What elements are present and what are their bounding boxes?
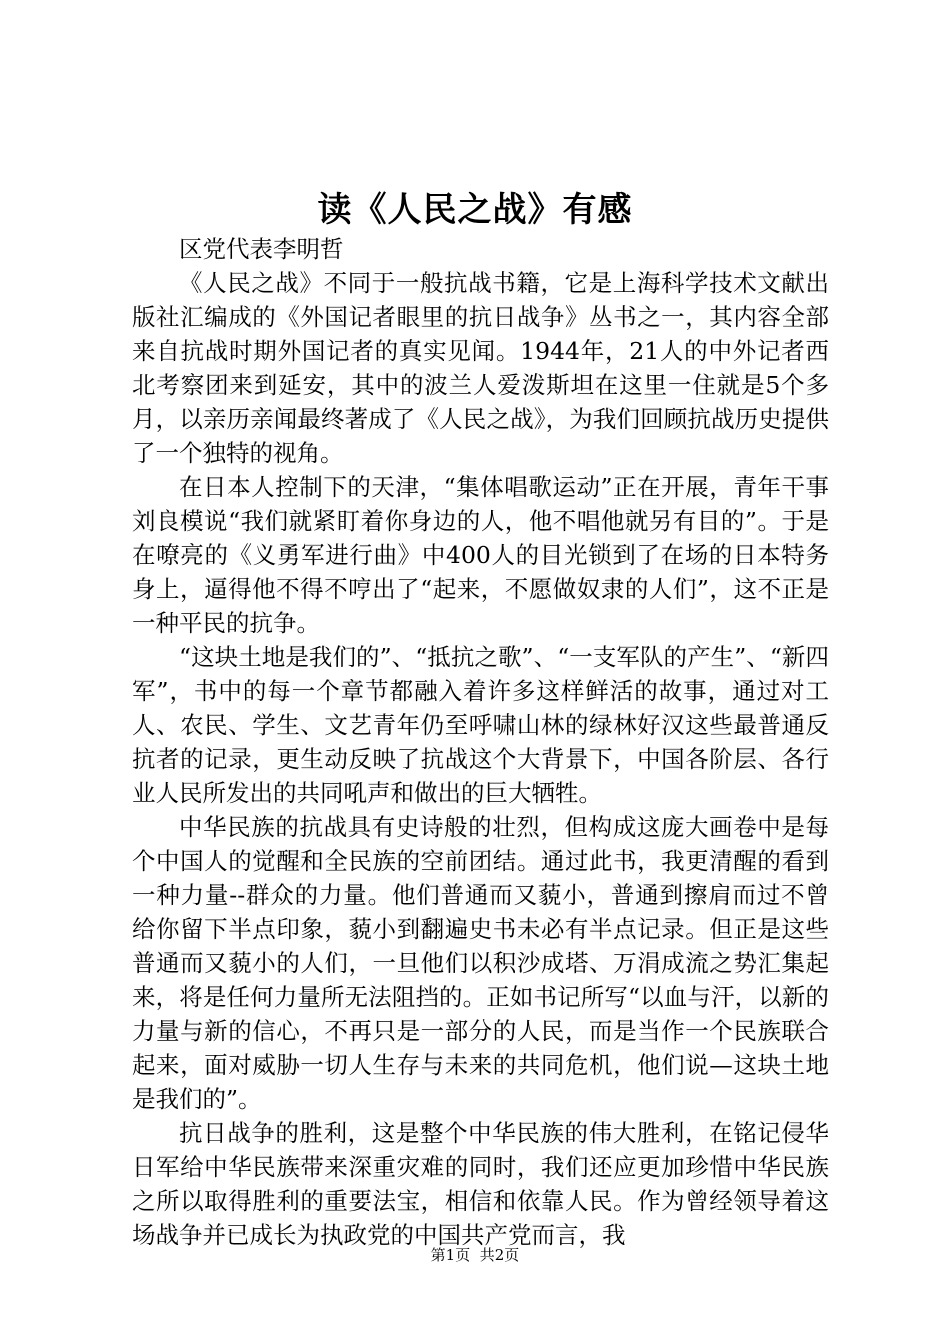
- paragraph-4: 中华民族的抗战具有史诗般的壮烈，但构成这庞大画卷中是每个中国人的觉醒和全民族的空前团结。通过此书，我更清醒的看到一种力量--群众的力量。他们普通而又藐小，普通到擦肩而过不曾给你留下半点印象，藐小到翻遍史书未必有半点记录。但正是这些普通而又藐小的人们，一旦他们以积沙成塔、万涓成流之势汇集起来，将是任何力量所无法阻挡的。正如书记所写“以血与汗，以新的力量与新的信心，不再只是一部分的人民，而是当作一个民族联合起来，面对威胁一切人生存与未来的共同危机，他们说—这块土地是我们的”。: [132, 813, 829, 1113]
- document-title: 读《人民之战》有感: [317, 190, 633, 230]
- page-number: 第1页: [430, 1246, 471, 1264]
- author-line: 区党代表李明哲: [179, 235, 344, 263]
- paragraph-3: “这块土地是我们的”、“抵抗之歌”、“一支军队的产生”、“新四军”，书中的每一个章节都融入着许多这样鲜活的故事，通过对工人、农民、学生、文艺青年仍至呼啸山林的绿林好汉这些最普通反抗者的记录，更生动反映了抗战这个大背景下，中国各阶层、各行业人民所发出的共同吼声和做出的巨大牺牲。: [132, 643, 829, 807]
- paragraph-1: 《人民之战》不同于一般抗战书籍，它是上海科学技术文献出版社汇编成的《外国记者眼里的抗日战争》丛书之一，其内容全部来自抗战时期外国记者的真实见闻。1944年，21人的中外记者西北考察团来到延安，其中的波兰人爱泼斯坦在这里一住就是5个多月，以亲历亲闻最终著成了《人民之战》，为我们回顾抗战历史提供了一个独特的视角。: [132, 269, 829, 467]
- paragraph-5: 抗日战争的胜利，这是整个中华民族的伟大胜利，在铭记侵华日军给中华民族带来深重灾难的同时，我们还应更加珍惜中华民族之所以取得胜利的重要法宝，相信和依靠人民。作为曾经领导着这场战争并已成长为执政党的中国共产党而言，我: [132, 1119, 829, 1249]
- paragraph-2: 在日本人控制下的天津，“集体唱歌运动”正在开展，青年干事刘良模说“我们就紧盯着你身边的人，他不唱他就另有目的”。于是在嘹亮的《义勇军进行曲》中400人的目光锁到了在场的日本特务身上，逼得他不得不哼出了“起来，不愿做奴隶的人们”，这不正是一种平民的抗争。: [132, 473, 829, 637]
- footer-separator: [470, 1246, 480, 1264]
- page-footer: [0, 1243, 950, 1267]
- document-body: [132, 232, 829, 1252]
- page-total: 共2页: [479, 1246, 520, 1264]
